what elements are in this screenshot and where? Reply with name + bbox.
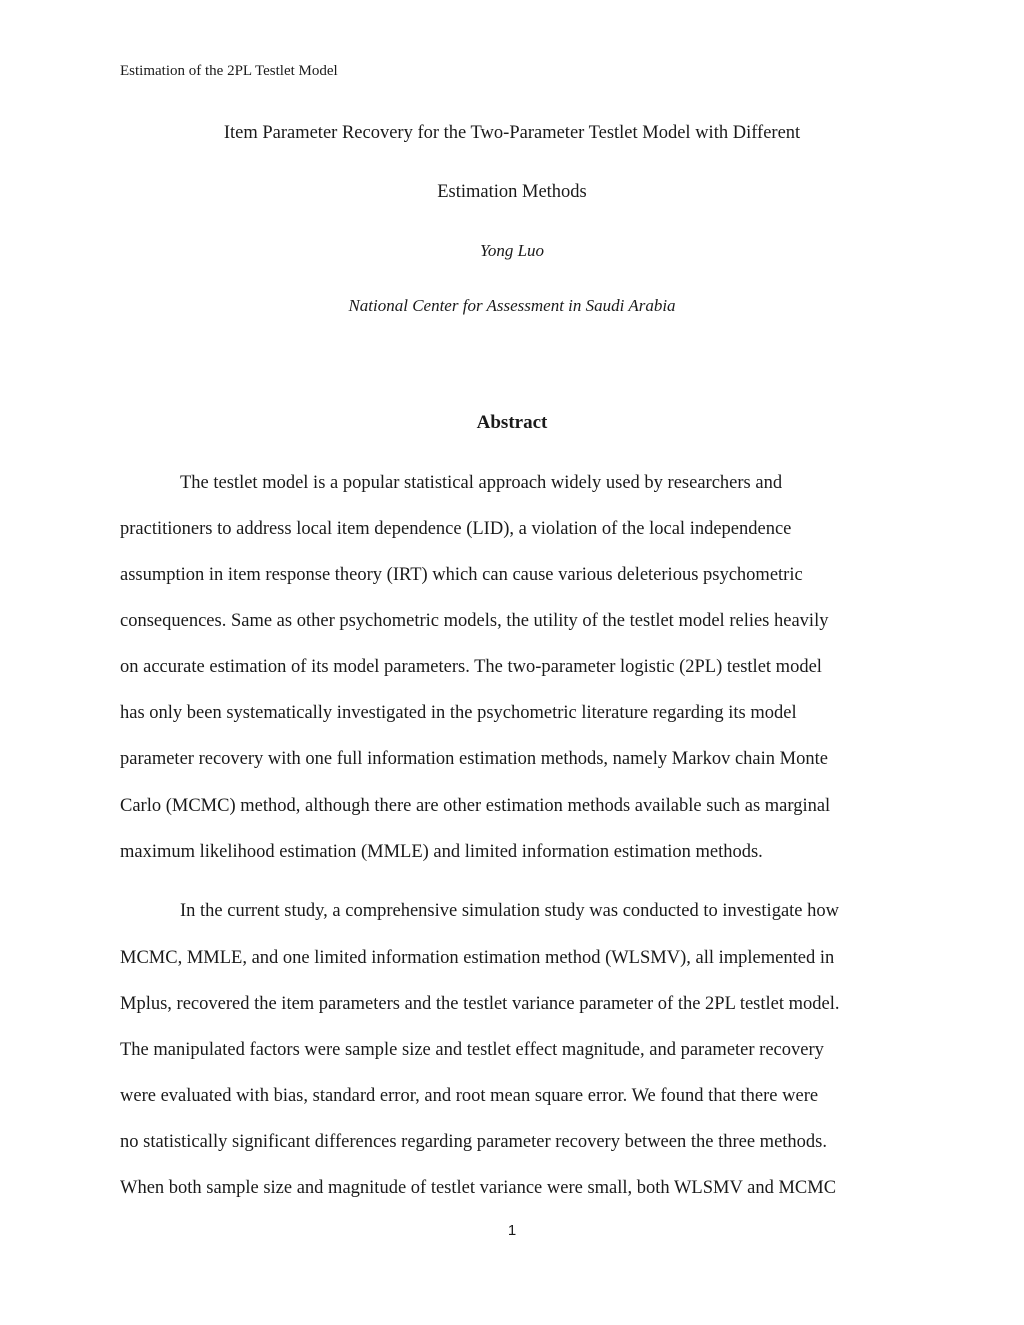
abstract-p2-line-6: no statistically significant differences regarding parameter recovery between the three methods. [120,1132,827,1152]
abstract-p1-line-8: Carlo (MCMC) method, although there are other estimation methods available such as marginal [120,796,831,816]
title-line-2: Estimation Methods [437,182,587,202]
abstract-p1-line-5: on accurate estimation of its model parameters. The two-parameter logistic (2PL) testlet model [120,657,822,677]
abstract-p2-line-7: When both sample size and magnitude of testlet variance were small, both WLSMV and MCMC [120,1178,837,1198]
abstract-p1-line-9: maximum likelihood estimation (MMLE) and limited information estimation methods. [120,842,763,862]
title-line-1: Item Parameter Recovery for the Two-Parameter Testlet Model with Different [223,123,801,143]
abstract-p1-line-6: has only been systematically investigated in the psychometric literature regarding its model [120,703,797,723]
abstract-p1-line-1: The testlet model is a popular statistical approach widely used by researchers and [180,473,783,493]
abstract-heading: Abstract [476,412,548,433]
abstract-p2-line-2: MCMC, MMLE, and one limited information estimation method (WLSMV), all implemented in [120,948,835,968]
author-affiliation: National Center for Assessment in Saudi Arabia [348,296,676,315]
abstract-p1-line-2: practitioners to address local item dependence (LID), a violation of the local independence [120,519,792,539]
abstract-p1-line-4: consequences. Same as other psychometric models, the utility of the testlet model relies heavily [120,611,829,631]
abstract-p2-line-1: In the current study, a comprehensive simulation study was conducted to investigate how [180,901,839,921]
abstract-p2-line-3: Mplus, recovered the item parameters and the testlet variance parameter of the 2PL testlet model. [120,994,840,1014]
running-head: Estimation of the 2PL Testlet Model [120,63,338,79]
author-name: Yong Luo [479,241,545,260]
abstract-p2-line-5: were evaluated with bias, standard error, and root mean square error. We found that there were [120,1086,819,1106]
abstract-p1-line-7: parameter recovery with one full information estimation methods, namely Markov chain Monte [120,749,828,769]
abstract-p2-line-4: The manipulated factors were sample size and testlet effect magnitude, and parameter recovery [120,1040,824,1060]
abstract-p1-line-3: assumption in item response theory (IRT) which can cause various deleterious psychometric [120,565,803,585]
page-number: 1 [507,1222,517,1239]
